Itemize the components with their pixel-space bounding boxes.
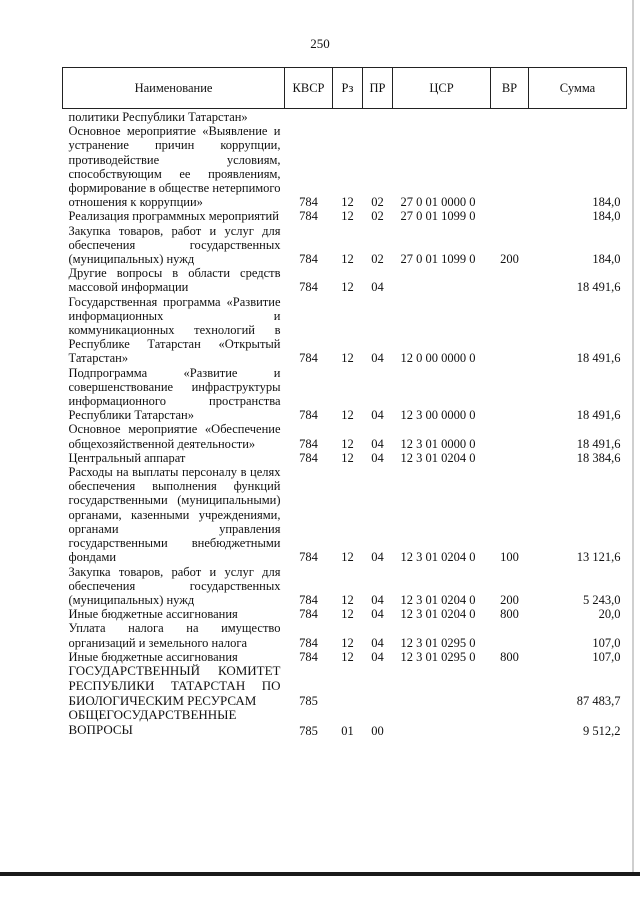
table-row <box>63 465 627 564</box>
row-csr: 12 3 01 0204 0 <box>400 607 476 622</box>
row-name: Реализация программных мероприятий <box>68 209 279 224</box>
row-vr: 800 <box>500 649 519 664</box>
row-csr: 12 3 01 0204 0 <box>400 550 476 565</box>
table-row <box>63 295 627 366</box>
row-vr <box>491 366 529 423</box>
row-name: Другие вопросы в области средств массовой информации <box>68 266 281 295</box>
row-vr <box>491 295 529 366</box>
row-vr: 800 <box>500 607 519 622</box>
row-name: Основное мероприятие «Обеспечение общехозяйственной деятельности» <box>68 422 281 451</box>
table-header-row <box>63 68 627 109</box>
row-vr: 200 <box>500 252 519 267</box>
row-name: Государственная программа «Развитие информационных и коммуникационных технологий в Республике Татарстан «Открытый Татарстан» <box>68 294 281 366</box>
row-kvsr: 784 <box>299 351 318 366</box>
row-kvsr: 784 <box>299 649 318 664</box>
row-kvsr: 784 <box>299 280 318 295</box>
row-pr: 04 <box>371 649 384 664</box>
row-sum: 184,0 <box>592 209 621 224</box>
row-rz: 12 <box>341 195 354 210</box>
table-row <box>63 224 627 267</box>
row-rz: 12 <box>341 351 354 366</box>
row-name: Иные бюджетные ассигнования <box>68 649 238 664</box>
row-sum: 18 491,6 <box>576 351 621 366</box>
row-kvsr: 784 <box>299 195 318 210</box>
row-rz: 12 <box>341 607 354 622</box>
row-pr: 04 <box>371 635 384 650</box>
row-kvsr: 784 <box>299 408 318 423</box>
row-csr <box>393 708 491 738</box>
table-row <box>63 366 627 423</box>
row-kvsr <box>285 109 333 125</box>
row-rz: 01 <box>341 723 354 738</box>
row-rz: 12 <box>341 450 354 465</box>
row-sum: 107,0 <box>592 635 621 650</box>
header-rz: Рз <box>333 68 363 109</box>
header-csr: ЦСР <box>393 68 491 109</box>
row-sum: 18 384,6 <box>576 450 621 465</box>
row-vr <box>491 109 529 125</box>
row-pr: 04 <box>371 550 384 565</box>
row-csr: 27 0 01 0000 0 <box>400 195 476 210</box>
row-rz: 12 <box>341 635 354 650</box>
row-pr: 02 <box>371 252 384 267</box>
row-rz: 12 <box>341 649 354 664</box>
row-rz: 12 <box>341 280 354 295</box>
row-csr: 12 3 01 0000 0 <box>400 436 476 451</box>
row-vr: 200 <box>500 592 519 607</box>
table-row <box>63 451 627 465</box>
row-sum <box>529 109 627 125</box>
row-name: Закупка товаров, работ и услуг для обеспечения государственных (муниципальных) нужд <box>68 564 281 607</box>
header-sum: Сумма <box>529 68 627 109</box>
row-pr: 00 <box>371 723 384 738</box>
row-rz: 12 <box>341 408 354 423</box>
row-csr: 12 3 01 0295 0 <box>400 635 476 650</box>
row-csr <box>393 664 491 708</box>
row-sum: 5 243,0 <box>583 592 621 607</box>
row-kvsr: 784 <box>299 450 318 465</box>
row-name: ОБЩЕГОСУДАРСТВЕННЫЕ ВОПРОСЫ <box>68 707 237 738</box>
row-kvsr: 785 <box>299 694 318 709</box>
table-row <box>63 708 627 738</box>
row-vr <box>491 708 529 738</box>
row-vr <box>491 664 529 708</box>
row-pr: 04 <box>371 592 384 607</box>
row-pr: 04 <box>371 351 384 366</box>
header-name: Наименование <box>63 68 285 109</box>
row-rz: 12 <box>341 550 354 565</box>
row-rz <box>333 664 363 708</box>
table-row <box>63 650 627 664</box>
row-rz <box>333 109 363 125</box>
row-kvsr: 784 <box>299 592 318 607</box>
table-row <box>63 664 627 708</box>
row-pr: 04 <box>371 607 384 622</box>
row-rz: 12 <box>341 436 354 451</box>
row-pr: 02 <box>371 195 384 210</box>
header-pr: ПР <box>363 68 393 109</box>
row-name: Центральный аппарат <box>68 450 186 465</box>
row-sum: 18 491,6 <box>576 280 621 295</box>
row-sum: 107,0 <box>592 649 621 664</box>
row-csr: 27 0 01 1099 0 <box>400 252 476 267</box>
table-row <box>63 124 627 209</box>
page-number: 250 <box>310 36 330 51</box>
row-kvsr: 784 <box>299 209 318 224</box>
table-row <box>63 565 627 608</box>
row-kvsr: 784 <box>299 607 318 622</box>
header-kvsr: КВСР <box>285 68 333 109</box>
row-csr: 12 0 00 0000 0 <box>400 351 476 366</box>
row-vr <box>491 209 529 223</box>
row-kvsr: 784 <box>299 550 318 565</box>
row-csr: 12 3 01 0204 0 <box>400 592 476 607</box>
row-pr <box>363 664 393 708</box>
table-row <box>63 607 627 621</box>
header-vr: ВР <box>491 68 529 109</box>
row-kvsr: 784 <box>299 252 318 267</box>
scan-edge-line <box>632 0 634 876</box>
table-row <box>63 621 627 649</box>
row-name: Уплата налога на имущество организаций и земельного налога <box>68 621 281 650</box>
row-vr <box>491 124 529 209</box>
row-csr: 12 3 01 0295 0 <box>400 649 476 664</box>
row-vr <box>491 422 529 450</box>
row-rz: 12 <box>341 592 354 607</box>
row-sum: 184,0 <box>592 195 621 210</box>
row-sum: 18 491,6 <box>576 436 621 451</box>
row-vr <box>491 621 529 649</box>
row-csr: 12 3 01 0204 0 <box>400 450 476 465</box>
row-name: ГОСУДАРСТВЕННЫЙ КОМИТЕТ РЕСПУБЛИКИ ТАТАРСТАН ПО БИОЛОГИЧЕСКИМ РЕСУРСАМ <box>68 662 281 708</box>
row-pr: 04 <box>371 450 384 465</box>
row-sum: 18 491,6 <box>576 408 621 423</box>
table-row <box>63 109 627 125</box>
row-csr <box>393 266 491 294</box>
row-rz: 12 <box>341 252 354 267</box>
row-kvsr: 784 <box>299 635 318 650</box>
row-pr <box>363 109 393 125</box>
table-row <box>63 422 627 450</box>
row-csr <box>393 109 491 125</box>
row-rz: 12 <box>341 209 354 224</box>
row-name: Расходы на выплаты персоналу в целях обеспечения выполнения функций государственными (муниципальными) органами, казенными учреждениями, органами управления государственными внебюджетными фондами <box>68 465 281 565</box>
table-row <box>63 266 627 294</box>
table-row <box>63 209 627 223</box>
row-vr <box>491 451 529 465</box>
row-kvsr: 784 <box>299 436 318 451</box>
row-name: Подпрограмма «Развитие и совершенствование инфраструктуры информационного пространства Республики Татарстан» <box>68 365 281 423</box>
row-name: Иные бюджетные ассигнования <box>68 607 238 622</box>
row-kvsr: 785 <box>299 723 318 738</box>
row-vr: 100 <box>500 550 519 565</box>
row-sum: 87 483,7 <box>576 694 621 709</box>
row-pr: 02 <box>371 209 384 224</box>
row-sum: 184,0 <box>592 252 621 267</box>
page-bottom-border <box>0 872 640 876</box>
row-sum: 9 512,2 <box>583 723 621 738</box>
row-pr: 04 <box>371 408 384 423</box>
row-sum: 13 121,6 <box>576 550 621 565</box>
row-csr: 12 3 00 0000 0 <box>400 408 476 423</box>
row-vr <box>491 266 529 294</box>
row-name: Закупка товаров, работ и услуг для обеспечения государственных (муниципальных) нужд <box>68 223 281 267</box>
row-pr: 04 <box>371 436 384 451</box>
row-pr: 04 <box>371 280 384 295</box>
row-sum: 20,0 <box>598 607 621 622</box>
row-name: Основное мероприятие «Выявление и устранение причин коррупции, противодействие условиям, способствующим ее проявлениям, формирование в обществе нетерпимого отношения к коррупции» <box>68 124 281 210</box>
row-csr: 27 0 01 1099 0 <box>400 209 476 224</box>
row-name: политики Республики Татарстан» <box>68 110 248 124</box>
budget-table <box>62 67 627 738</box>
